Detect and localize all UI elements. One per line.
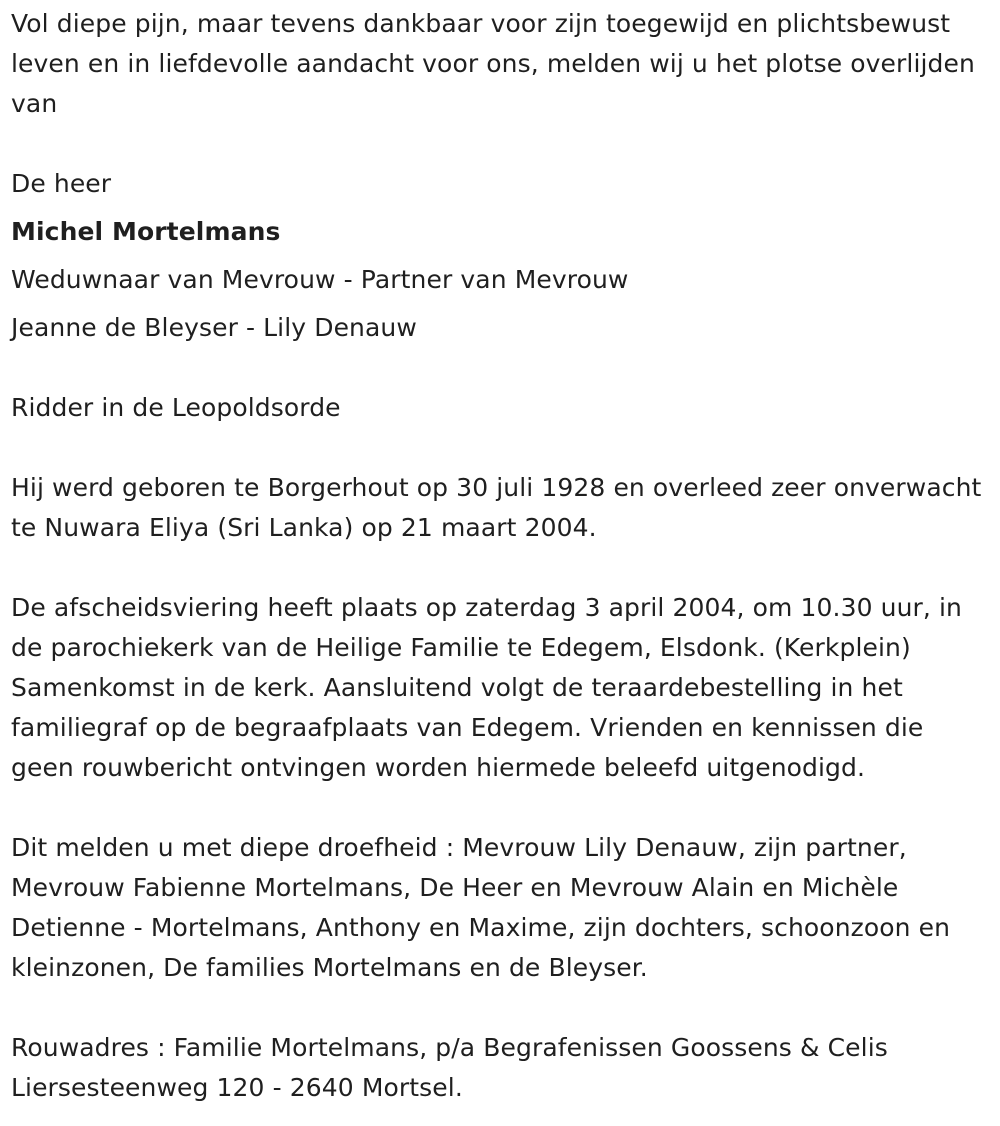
spacer [11, 548, 988, 588]
spacer [11, 988, 988, 1028]
relation-line-2: Jeanne de Bleyser - Lily Denauw [11, 313, 417, 342]
birth-death-paragraph: Hij werd geboren te Borgerhout op 30 juli 1928 en overleed zeer onverwacht te Nuwara Eliya (Sri Lanka) op 21 maart 2004. [11, 473, 982, 542]
relation-line-1: Weduwnaar van Mevrouw - Partner van Mevrouw [11, 265, 629, 294]
spacer [11, 788, 988, 828]
honor-title: Ridder in de Leopoldsorde [11, 393, 341, 422]
spacer [11, 252, 988, 260]
family-paragraph: Dit melden u met diepe droefheid : Mevrouw Lily Denauw, zijn partner, Mevrouw Fabienne Mortelmans, De Heer en Mevrouw Alain en Michèle Detienne - Mortelmans, Anthony en Maxime, zijn dochters, schoonzoon en kleinzonen, De families Mortelmans en de Bleyser. [11, 833, 951, 982]
spacer [11, 204, 988, 212]
spacer [11, 124, 988, 164]
spacer [11, 428, 988, 468]
address-line-1: Rouwadres : Familie Mortelmans, p/a Begrafenissen Goossens & Celis [11, 1033, 888, 1062]
deceased-title: De heer [11, 169, 112, 198]
ceremony-paragraph: De afscheidsviering heeft plaats op zaterdag 3 april 2004, om 10.30 uur, in de parochiekerk van de Heilige Familie te Edegem, Elsdonk. (Kerkplein) Samenkomst in de kerk. Aansluitend volgt de teraardebestelling in het familiegraf op de begraafplaats van Edegem. Vrienden en kennissen die geen rouwbericht ontvingen worden hiermede beleefd uitgenodigd. [11, 593, 963, 782]
intro-paragraph: Vol diepe pijn, maar tevens dankbaar voor zijn toegewijd en plichtsbewust leven en in liefdevolle aandacht voor ons, melden wij u het plotse overlijden van [11, 9, 975, 118]
deceased-name: Michel Mortelmans [11, 217, 281, 246]
address-line-2: Liersesteenweg 120 - 2640 Mortsel. [11, 1073, 463, 1102]
spacer [11, 348, 988, 388]
spacer [11, 300, 988, 308]
